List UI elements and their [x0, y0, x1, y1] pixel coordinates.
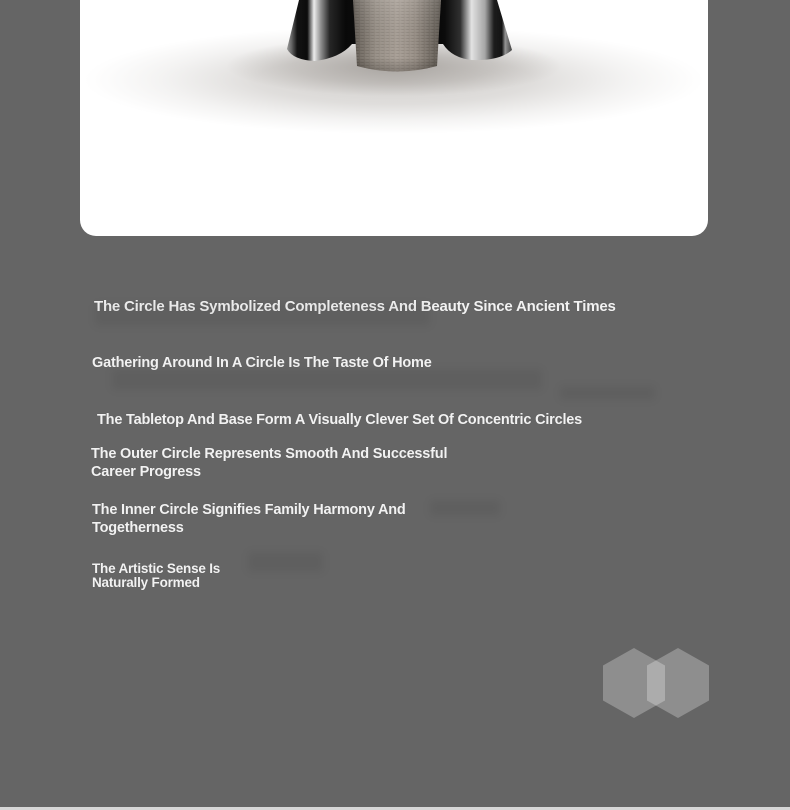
- headline-concentric-circles: The Tabletop And Base Form A Visually Clever Set Of Concentric Circles: [97, 411, 583, 428]
- feature-line: The Inner Circle Signifies Family Harmony And: [92, 502, 406, 518]
- feature-line: The Artistic Sense Is: [92, 561, 221, 576]
- hexagon-right-icon: [647, 648, 709, 718]
- feature-outer-circle: [91, 445, 447, 481]
- translation-artifact-smudge: [560, 386, 655, 400]
- feature-inner-circle: [92, 501, 406, 537]
- watermark-logo: [602, 648, 712, 718]
- table-base-photo: [80, 0, 708, 236]
- feature-line: Togetherness: [92, 520, 184, 536]
- headline-circle-symbol: The Circle Has Symbolized Completeness And Beauty Since Ancient Times: [94, 298, 616, 315]
- translation-artifact-smudge: [112, 369, 542, 390]
- translation-artifact-smudge: [430, 500, 500, 516]
- translation-artifact-smudge: [248, 552, 323, 572]
- headline-taste-of-home: Gathering Around In A Circle Is The Taste Of Home: [92, 354, 432, 371]
- product-image-card[interactable]: [80, 0, 708, 236]
- feature-line: Career Progress: [91, 464, 201, 480]
- feature-artistic-sense: [92, 562, 220, 590]
- feature-line: Naturally Formed: [92, 575, 200, 590]
- feature-line: The Outer Circle Represents Smooth And Successful: [91, 446, 448, 462]
